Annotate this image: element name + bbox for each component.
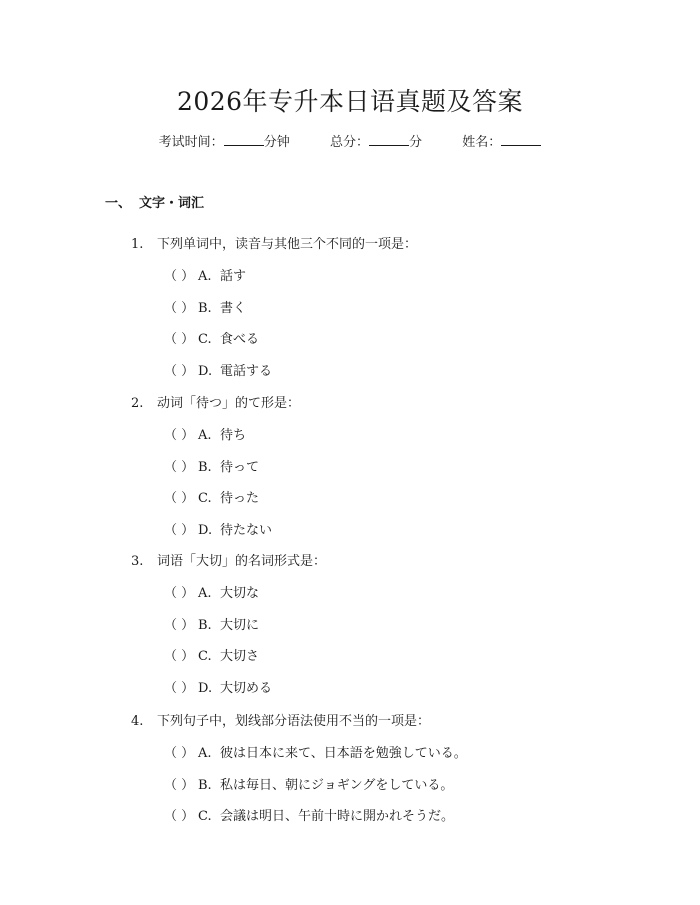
option-letter: C. <box>198 332 212 347</box>
name-label: 姓名： <box>462 135 502 150</box>
page-title: 2026年专升本日语真题及答案 <box>176 87 524 116</box>
option-text: 待った <box>220 491 260 506</box>
option-letter: C. <box>198 649 212 664</box>
question-3-option-a <box>164 582 259 601</box>
answer-blank: （ ） <box>164 491 195 506</box>
option-letter: D. <box>198 364 213 379</box>
total-score-label: 总分： <box>329 135 369 150</box>
answer-blank: （ ） <box>164 523 195 538</box>
option-letter: B. <box>198 301 212 316</box>
question-1-option-d <box>164 360 272 379</box>
option-letter: D. <box>198 523 213 538</box>
option-letter: A. <box>198 269 212 284</box>
option-letter: D. <box>198 681 213 696</box>
section-heading <box>105 192 204 211</box>
question-3 <box>131 550 326 569</box>
exam-time-blank <box>224 133 264 146</box>
answer-blank: （ ） <box>164 428 195 443</box>
question-number: 1. <box>131 237 144 252</box>
exam-time-unit: 分钟 <box>263 135 290 150</box>
answer-blank: （ ） <box>164 364 195 379</box>
answer-blank: （ ） <box>164 778 195 793</box>
option-text: 電話する <box>220 364 273 379</box>
question-number: 3. <box>131 554 144 569</box>
question-3-option-b <box>164 614 259 633</box>
option-text: 大切に <box>220 618 260 633</box>
option-text: 待って <box>220 460 260 475</box>
answer-blank: （ ） <box>164 301 195 316</box>
answer-blank: （ ） <box>164 586 195 601</box>
option-text: 大切さ <box>220 649 260 664</box>
option-letter: C. <box>198 491 212 506</box>
question-text: 下列单词中，读音与其他三个不同的一项是： <box>157 237 418 252</box>
question-2-option-d <box>164 519 272 538</box>
option-letter: C. <box>198 809 212 824</box>
section-number: 一、 <box>105 196 132 211</box>
question-4-option-c <box>164 805 454 824</box>
option-letter: A. <box>198 746 212 761</box>
option-text: 待ち <box>220 428 247 443</box>
question-2-option-c <box>164 487 259 506</box>
option-text: 彼は日本に来て、日本語を勉強している。 <box>220 746 467 761</box>
question-number: 4. <box>131 714 144 729</box>
question-1-option-a <box>164 265 246 284</box>
answer-blank: （ ） <box>164 460 195 475</box>
question-2 <box>131 392 300 411</box>
option-text: 私は毎日、朝にジョギングをしている。 <box>220 778 454 793</box>
total-score-blank <box>369 133 409 146</box>
question-2-option-b <box>164 456 259 475</box>
question-1-option-b <box>164 297 246 316</box>
question-text: 动词「待つ」的て形是： <box>157 396 301 411</box>
question-4-option-a <box>164 742 467 761</box>
option-letter: B. <box>198 460 212 475</box>
answer-blank: （ ） <box>164 618 195 633</box>
question-4-option-b <box>164 774 453 793</box>
option-text: 待たない <box>220 523 273 538</box>
question-4 <box>131 710 430 729</box>
option-letter: A. <box>198 428 212 443</box>
name-blank <box>501 133 541 146</box>
option-text: 話す <box>220 269 247 284</box>
question-number: 2. <box>131 396 144 411</box>
answer-blank: （ ） <box>164 681 195 696</box>
answer-blank: （ ） <box>164 746 195 761</box>
question-3-option-d <box>164 677 272 696</box>
question-2-option-a <box>164 424 246 443</box>
option-letter: B. <box>198 618 212 633</box>
question-1-option-c <box>164 328 259 347</box>
option-text: 食べる <box>220 332 260 347</box>
question-text: 下列句子中，划线部分语法使用不当的一项是： <box>157 714 431 729</box>
option-text: 会議は明日、午前十時に開かれそうだ。 <box>220 809 455 824</box>
answer-blank: （ ） <box>164 332 195 347</box>
section-title: 文字・词汇 <box>139 196 205 211</box>
option-text: 書く <box>220 301 247 316</box>
answer-blank: （ ） <box>164 809 195 824</box>
question-text: 词语「大切」的名词形式是： <box>157 554 327 569</box>
exam-time-label: 考试时间： <box>158 135 224 150</box>
option-text: 大切な <box>220 586 260 601</box>
answer-blank: （ ） <box>164 269 195 284</box>
option-letter: A. <box>198 586 212 601</box>
option-text: 大切める <box>220 681 273 696</box>
answer-blank: （ ） <box>164 649 195 664</box>
exam-meta-line <box>0 131 700 150</box>
question-1 <box>131 233 417 252</box>
question-3-option-c <box>164 645 259 664</box>
option-letter: B. <box>198 778 212 793</box>
total-score-unit: 分 <box>409 135 423 150</box>
